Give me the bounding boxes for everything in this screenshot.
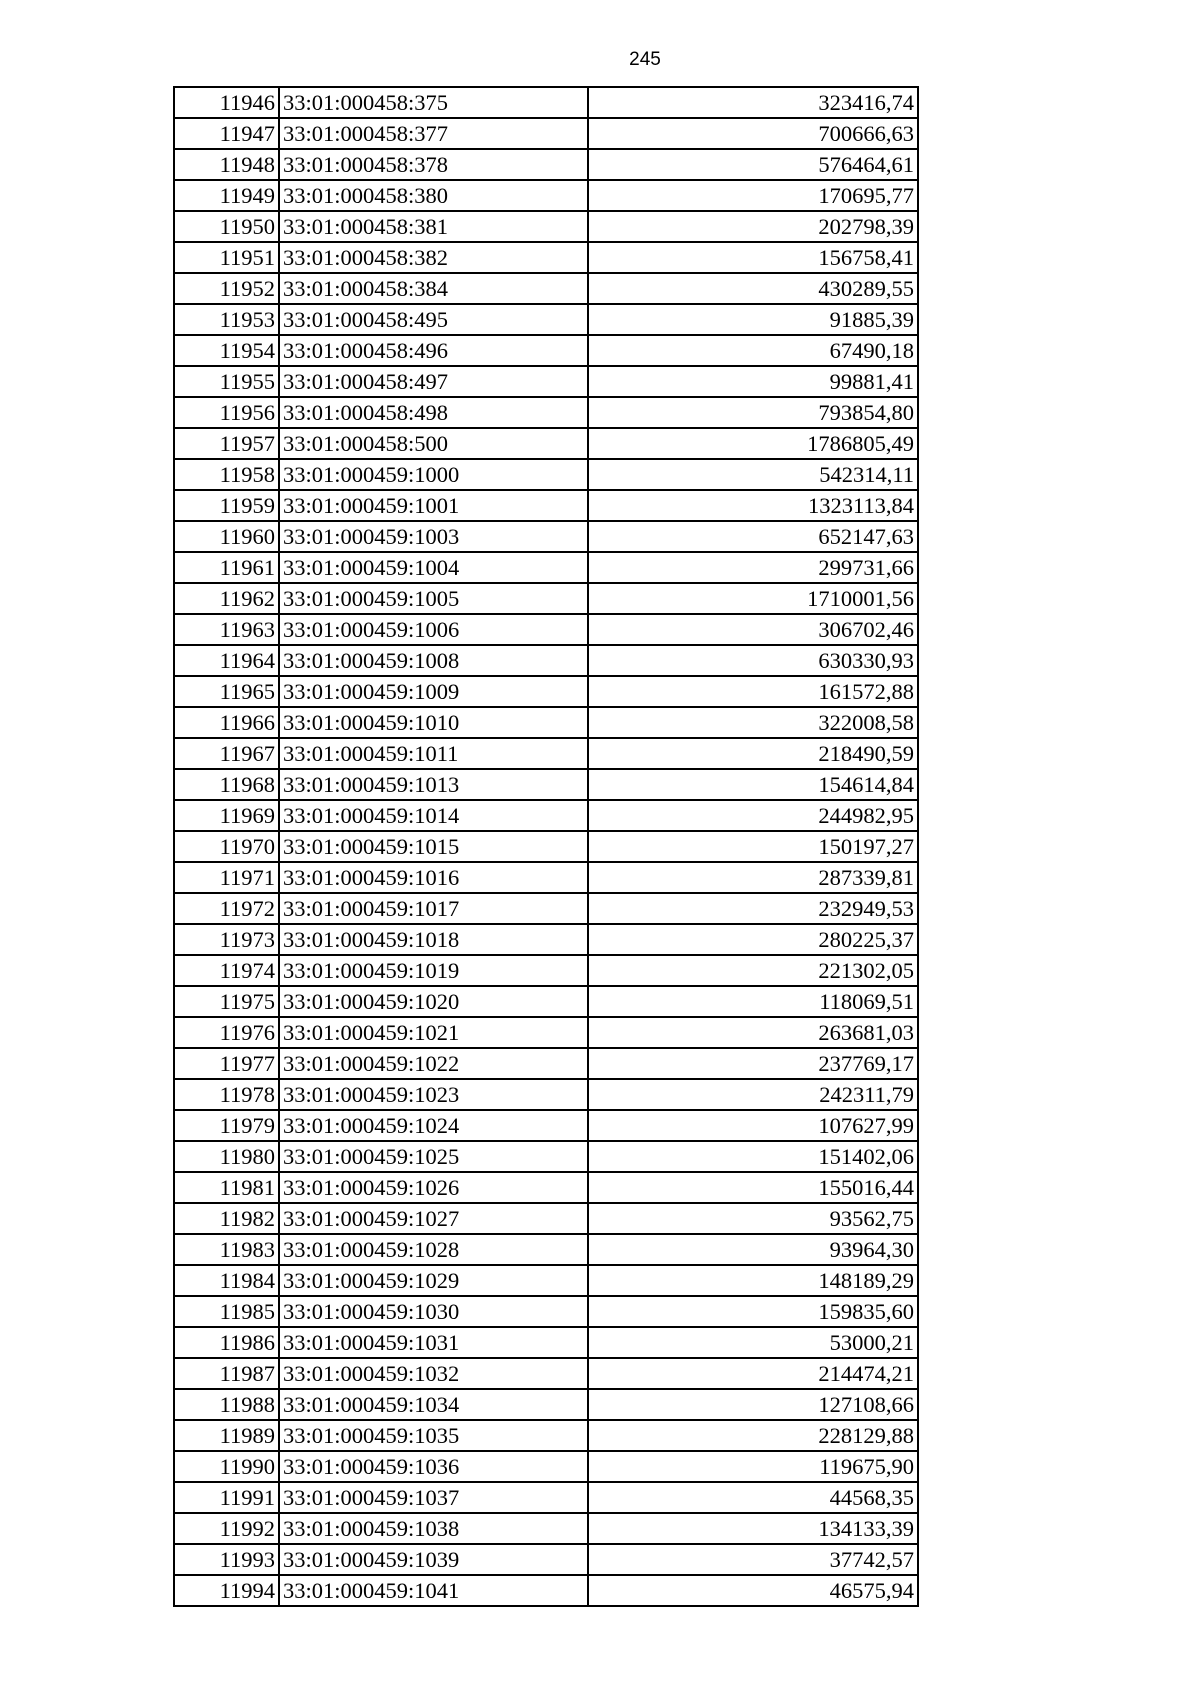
cadastral-value-cell: 161572,88 — [588, 676, 918, 707]
cadastral-number-cell: 33:01:000459:1030 — [279, 1296, 588, 1327]
row-number-cell: 11961 — [174, 552, 279, 583]
cadastral-value-cell: 53000,21 — [588, 1327, 918, 1358]
cadastral-number-cell: 33:01:000459:1028 — [279, 1234, 588, 1265]
row-number-cell: 11957 — [174, 428, 279, 459]
cadastral-number-cell: 33:01:000459:1022 — [279, 1048, 588, 1079]
row-number-cell: 11962 — [174, 583, 279, 614]
cadastral-value-cell: 1786805,49 — [588, 428, 918, 459]
table-row — [174, 986, 918, 1017]
cadastral-number-cell: 33:01:000459:1024 — [279, 1110, 588, 1141]
cadastral-value-cell: 287339,81 — [588, 862, 918, 893]
table-row — [174, 893, 918, 924]
cadastral-value-cell: 242311,79 — [588, 1079, 918, 1110]
cadastral-number-cell: 33:01:000459:1034 — [279, 1389, 588, 1420]
cadastral-number-cell: 33:01:000459:1016 — [279, 862, 588, 893]
cadastral-number-cell: 33:01:000459:1004 — [279, 552, 588, 583]
cadastral-number-cell: 33:01:000459:1014 — [279, 800, 588, 831]
table-row — [174, 118, 918, 149]
cadastral-number-cell: 33:01:000459:1025 — [279, 1141, 588, 1172]
cadastral-value-cell: 46575,94 — [588, 1575, 918, 1606]
cadastral-number-cell: 33:01:000458:498 — [279, 397, 588, 428]
cadastral-value-cell: 232949,53 — [588, 893, 918, 924]
table-row — [174, 242, 918, 273]
row-number-cell: 11953 — [174, 304, 279, 335]
row-number-cell: 11981 — [174, 1172, 279, 1203]
table-row — [174, 1172, 918, 1203]
table-row — [174, 1079, 918, 1110]
table-row — [174, 1296, 918, 1327]
table-row — [174, 1513, 918, 1544]
cadastral-value-cell: 44568,35 — [588, 1482, 918, 1513]
row-number-cell: 11951 — [174, 242, 279, 273]
cadastral-value-cell: 150197,27 — [588, 831, 918, 862]
cadastral-number-cell: 33:01:000459:1020 — [279, 986, 588, 1017]
table-row — [174, 428, 918, 459]
cadastral-number-cell: 33:01:000459:1026 — [279, 1172, 588, 1203]
row-number-cell: 11958 — [174, 459, 279, 490]
cadastral-value-cell: 652147,63 — [588, 521, 918, 552]
row-number-cell: 11993 — [174, 1544, 279, 1575]
cadastral-value-table — [173, 86, 919, 1607]
row-number-cell: 11987 — [174, 1358, 279, 1389]
cadastral-number-cell: 33:01:000459:1010 — [279, 707, 588, 738]
row-number-cell: 11964 — [174, 645, 279, 676]
table-row — [174, 149, 918, 180]
row-number-cell: 11954 — [174, 335, 279, 366]
table-row — [174, 180, 918, 211]
cadastral-value-cell: 93562,75 — [588, 1203, 918, 1234]
table-row — [174, 676, 918, 707]
table-row — [174, 1327, 918, 1358]
row-number-cell: 11970 — [174, 831, 279, 862]
row-number-cell: 11979 — [174, 1110, 279, 1141]
table-row — [174, 1420, 918, 1451]
row-number-cell: 11985 — [174, 1296, 279, 1327]
cadastral-number-cell: 33:01:000459:1001 — [279, 490, 588, 521]
cadastral-number-cell: 33:01:000458:380 — [279, 180, 588, 211]
cadastral-value-cell: 244982,95 — [588, 800, 918, 831]
page-number: 245 — [629, 49, 661, 70]
cadastral-number-cell: 33:01:000458:496 — [279, 335, 588, 366]
table-row — [174, 459, 918, 490]
cadastral-value-cell: 299731,66 — [588, 552, 918, 583]
row-number-cell: 11947 — [174, 118, 279, 149]
cadastral-value-cell: 118069,51 — [588, 986, 918, 1017]
cadastral-number-cell: 33:01:000459:1037 — [279, 1482, 588, 1513]
row-number-cell: 11984 — [174, 1265, 279, 1296]
table-row — [174, 614, 918, 645]
cadastral-number-cell: 33:01:000459:1011 — [279, 738, 588, 769]
cadastral-number-cell: 33:01:000459:1006 — [279, 614, 588, 645]
cadastral-number-cell: 33:01:000459:1038 — [279, 1513, 588, 1544]
cadastral-value-cell: 221302,05 — [588, 955, 918, 986]
cadastral-number-cell: 33:01:000459:1008 — [279, 645, 588, 676]
row-number-cell: 11959 — [174, 490, 279, 521]
cadastral-number-cell: 33:01:000459:1000 — [279, 459, 588, 490]
cadastral-value-cell: 107627,99 — [588, 1110, 918, 1141]
cadastral-value-cell: 154614,84 — [588, 769, 918, 800]
cadastral-value-cell: 323416,74 — [588, 87, 918, 118]
row-number-cell: 11973 — [174, 924, 279, 955]
row-number-cell: 11989 — [174, 1420, 279, 1451]
table-row — [174, 1234, 918, 1265]
cadastral-number-cell: 33:01:000459:1021 — [279, 1017, 588, 1048]
cadastral-number-cell: 33:01:000458:384 — [279, 273, 588, 304]
cadastral-number-cell: 33:01:000459:1032 — [279, 1358, 588, 1389]
row-number-cell: 11994 — [174, 1575, 279, 1606]
cadastral-number-cell: 33:01:000458:382 — [279, 242, 588, 273]
table-row — [174, 490, 918, 521]
cadastral-number-cell: 33:01:000458:500 — [279, 428, 588, 459]
cadastral-value-cell: 280225,37 — [588, 924, 918, 955]
table-row — [174, 924, 918, 955]
table-row — [174, 583, 918, 614]
cadastral-value-cell: 159835,60 — [588, 1296, 918, 1327]
table-row — [174, 87, 918, 118]
row-number-cell: 11946 — [174, 87, 279, 118]
cadastral-value-cell: 99881,41 — [588, 366, 918, 397]
row-number-cell: 11956 — [174, 397, 279, 428]
row-number-cell: 11952 — [174, 273, 279, 304]
table-row — [174, 1017, 918, 1048]
table-row — [174, 335, 918, 366]
cadastral-value-cell: 67490,18 — [588, 335, 918, 366]
row-number-cell: 11966 — [174, 707, 279, 738]
table-row — [174, 645, 918, 676]
row-number-cell: 11948 — [174, 149, 279, 180]
table-row — [174, 1482, 918, 1513]
row-number-cell: 11983 — [174, 1234, 279, 1265]
cadastral-value-cell: 127108,66 — [588, 1389, 918, 1420]
table-row — [174, 831, 918, 862]
cadastral-value-cell: 1710001,56 — [588, 583, 918, 614]
table-row — [174, 1544, 918, 1575]
table-row — [174, 1358, 918, 1389]
cadastral-number-cell: 33:01:000459:1031 — [279, 1327, 588, 1358]
cadastral-value-cell: 306702,46 — [588, 614, 918, 645]
cadastral-number-cell: 33:01:000459:1009 — [279, 676, 588, 707]
table-row — [174, 800, 918, 831]
row-number-cell: 11974 — [174, 955, 279, 986]
cadastral-value-cell: 202798,39 — [588, 211, 918, 242]
table-row — [174, 552, 918, 583]
row-number-cell: 11950 — [174, 211, 279, 242]
cadastral-number-cell: 33:01:000459:1027 — [279, 1203, 588, 1234]
table-row — [174, 707, 918, 738]
cadastral-number-cell: 33:01:000459:1041 — [279, 1575, 588, 1606]
table-row — [174, 1575, 918, 1606]
cadastral-value-cell: 156758,41 — [588, 242, 918, 273]
cadastral-value-cell: 228129,88 — [588, 1420, 918, 1451]
row-number-cell: 11960 — [174, 521, 279, 552]
cadastral-number-cell: 33:01:000458:497 — [279, 366, 588, 397]
row-number-cell: 11971 — [174, 862, 279, 893]
cadastral-number-cell: 33:01:000459:1023 — [279, 1079, 588, 1110]
cadastral-number-cell: 33:01:000459:1018 — [279, 924, 588, 955]
row-number-cell: 11965 — [174, 676, 279, 707]
cadastral-value-cell: 630330,93 — [588, 645, 918, 676]
table-row — [174, 1141, 918, 1172]
cadastral-number-cell: 33:01:000459:1029 — [279, 1265, 588, 1296]
cadastral-value-cell: 576464,61 — [588, 149, 918, 180]
cadastral-value-cell: 91885,39 — [588, 304, 918, 335]
table-row — [174, 1110, 918, 1141]
table-row — [174, 1265, 918, 1296]
row-number-cell: 11982 — [174, 1203, 279, 1234]
cadastral-value-cell: 119675,90 — [588, 1451, 918, 1482]
cadastral-value-cell: 322008,58 — [588, 707, 918, 738]
table-row — [174, 1048, 918, 1079]
cadastral-value-cell: 1323113,84 — [588, 490, 918, 521]
table-row — [174, 397, 918, 428]
cadastral-value-cell: 93964,30 — [588, 1234, 918, 1265]
cadastral-value-cell: 700666,63 — [588, 118, 918, 149]
table-row — [174, 1203, 918, 1234]
cadastral-number-cell: 33:01:000458:495 — [279, 304, 588, 335]
cadastral-number-cell: 33:01:000459:1003 — [279, 521, 588, 552]
cadastral-value-cell: 170695,77 — [588, 180, 918, 211]
cadastral-number-cell: 33:01:000459:1036 — [279, 1451, 588, 1482]
table-row — [174, 862, 918, 893]
cadastral-value-cell: 218490,59 — [588, 738, 918, 769]
row-number-cell: 11992 — [174, 1513, 279, 1544]
row-number-cell: 11975 — [174, 986, 279, 1017]
row-number-cell: 11976 — [174, 1017, 279, 1048]
table-row — [174, 304, 918, 335]
cadastral-value-cell: 542314,11 — [588, 459, 918, 490]
cadastral-value-cell: 134133,39 — [588, 1513, 918, 1544]
row-number-cell: 11949 — [174, 180, 279, 211]
row-number-cell: 11969 — [174, 800, 279, 831]
cadastral-value-cell: 148189,29 — [588, 1265, 918, 1296]
table-row — [174, 955, 918, 986]
table-row — [174, 1389, 918, 1420]
row-number-cell: 11963 — [174, 614, 279, 645]
cadastral-number-cell: 33:01:000459:1017 — [279, 893, 588, 924]
table-row — [174, 1451, 918, 1482]
cadastral-number-cell: 33:01:000459:1039 — [279, 1544, 588, 1575]
row-number-cell: 11986 — [174, 1327, 279, 1358]
cadastral-number-cell: 33:01:000459:1005 — [279, 583, 588, 614]
row-number-cell: 11967 — [174, 738, 279, 769]
table-row — [174, 521, 918, 552]
cadastral-number-cell: 33:01:000458:378 — [279, 149, 588, 180]
row-number-cell: 11968 — [174, 769, 279, 800]
table-row — [174, 273, 918, 304]
row-number-cell: 11977 — [174, 1048, 279, 1079]
row-number-cell: 11978 — [174, 1079, 279, 1110]
cadastral-value-cell: 37742,57 — [588, 1544, 918, 1575]
table-body — [174, 87, 918, 1606]
row-number-cell: 11990 — [174, 1451, 279, 1482]
cadastral-number-cell: 33:01:000458:375 — [279, 87, 588, 118]
row-number-cell: 11980 — [174, 1141, 279, 1172]
cadastral-number-cell: 33:01:000458:377 — [279, 118, 588, 149]
row-number-cell: 11991 — [174, 1482, 279, 1513]
cadastral-value-cell: 430289,55 — [588, 273, 918, 304]
row-number-cell: 11972 — [174, 893, 279, 924]
row-number-cell: 11988 — [174, 1389, 279, 1420]
cadastral-value-cell: 263681,03 — [588, 1017, 918, 1048]
cadastral-value-cell: 155016,44 — [588, 1172, 918, 1203]
table-row — [174, 366, 918, 397]
table-row — [174, 738, 918, 769]
cadastral-number-cell: 33:01:000459:1035 — [279, 1420, 588, 1451]
cadastral-number-cell: 33:01:000458:381 — [279, 211, 588, 242]
row-number-cell: 11955 — [174, 366, 279, 397]
cadastral-number-cell: 33:01:000459:1015 — [279, 831, 588, 862]
cadastral-value-cell: 237769,17 — [588, 1048, 918, 1079]
cadastral-value-cell: 214474,21 — [588, 1358, 918, 1389]
table-row — [174, 769, 918, 800]
cadastral-value-cell: 793854,80 — [588, 397, 918, 428]
table-row — [174, 211, 918, 242]
cadastral-value-cell: 151402,06 — [588, 1141, 918, 1172]
cadastral-number-cell: 33:01:000459:1013 — [279, 769, 588, 800]
cadastral-number-cell: 33:01:000459:1019 — [279, 955, 588, 986]
